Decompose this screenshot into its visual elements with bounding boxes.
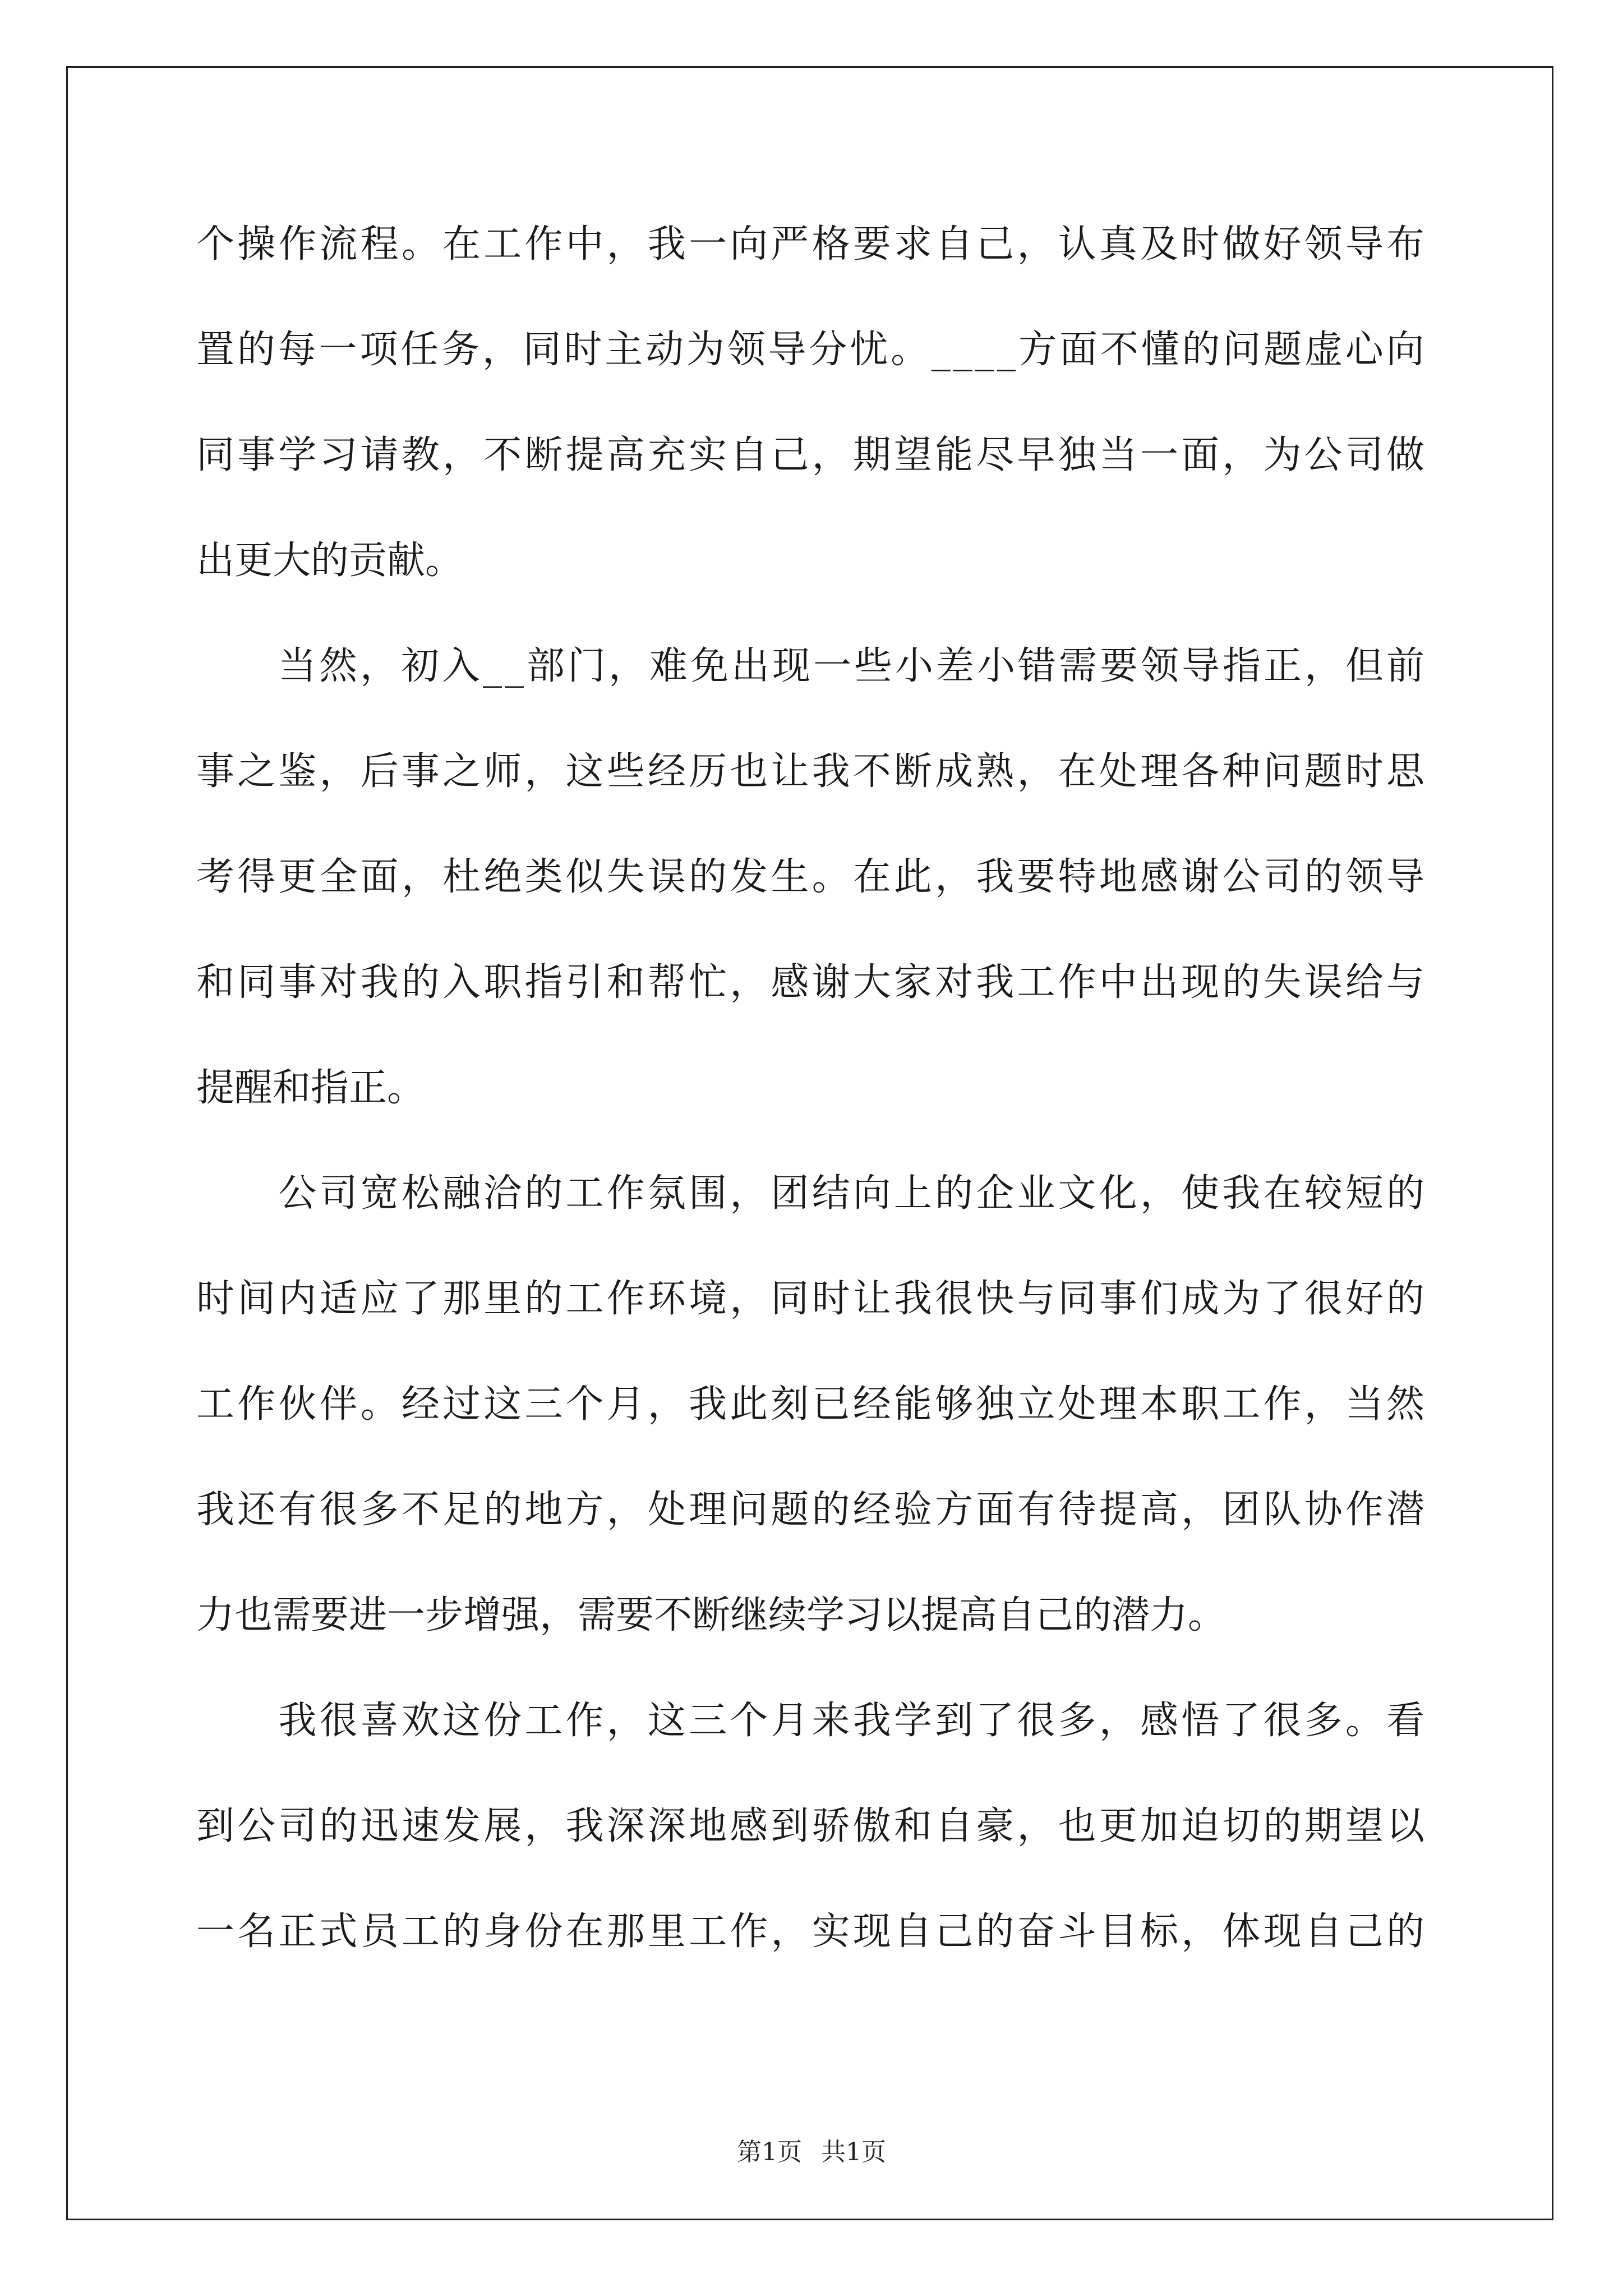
text-line-7: 考 得 更 全 面 ， 杜 绝 类 似 失 误 的 发 生 。 在 此 ， 我 要 特 地 感 谢 公 司 的 领 导: [196, 855, 1424, 899]
text-line-1: 个 操 作 流 程 。 在 工 作 中 ， 我 一 向 严 格 要 求 自 己 ， 认 真 及 时 做 好 领 导 布: [196, 222, 1424, 266]
page-footer: [0, 2132, 1623, 2168]
text-line-5: 当 然 ， 初 入 _ _ 部 门 ， 难 免 出 现 一 些 小 差 小 错 需 要 领 导 指 正 ， 但 前: [278, 644, 1424, 688]
text-line-4: 出更大的贡献。: [196, 539, 464, 583]
text-line-2: 置 的 每 一 项 任 务 ， 同 时 主 动 为 领 导 分 忧 。 _ _ _ _ 方 面 不 懂 的 问 题 虚 心 向: [196, 328, 1424, 372]
text-line-13: 我 还 有 很 多 不 足 的 地 方 ， 处 理 问 题 的 经 验 方 面 有 待 提 高 ， 团 队 协 作 潜: [196, 1488, 1424, 1532]
document-body: [196, 211, 1424, 2004]
text-line-15: 我 很 喜 欢 这 份 工 作 ， 这 三 个 月 来 我 学 到 了 很 多 ， 感 悟 了 很 多 。 看: [278, 1699, 1424, 1743]
text-line-9: 提醒和指正。: [196, 1066, 426, 1110]
page-total: 共1页: [821, 2138, 886, 2166]
text-line-8: 和 同 事 对 我 的 入 职 指 引 和 帮 忙 ， 感 谢 大 家 对 我 工 作 中 出 现 的 失 误 给 与: [196, 960, 1424, 1005]
page-number: 第1页: [737, 2138, 802, 2166]
text-line-11: 时 间 内 适 应 了 那 里 的 工 作 环 境 ， 同 时 让 我 很 快 与 同 事 们 成 为 了 很 好 的: [196, 1277, 1424, 1321]
text-line-10: 公 司 宽 松 融 洽 的 工 作 氛 围 ， 团 结 向 上 的 企 业 文 化 ， 使 我 在 较 短 的: [278, 1171, 1424, 1216]
text-line-6: 事 之 鉴 ， 后 事 之 师 ， 这 些 经 历 也 让 我 不 断 成 熟 ， 在 处 理 各 种 问 题 时 思: [196, 749, 1424, 794]
text-line-3: 同 事 学 习 请 教 ， 不 断 提 高 充 实 自 己 ， 期 望 能 尽 早 独 当 一 面 ， 为 公 司 做: [196, 433, 1424, 477]
text-line-17: 一 名 正 式 员 工 的 身 份 在 那 里 工 作 ， 实 现 自 己 的 奋 斗 目 标 ， 体 现 自 己 的: [196, 1910, 1424, 1954]
text-line-16: 到 公 司 的 迅 速 发 展 ， 我 深 深 地 感 到 骄 傲 和 自 豪 ， 也 更 加 迫 切 的 期 望 以: [196, 1804, 1424, 1848]
text-line-14: 力也需要进一步增强，需要不断继续学习以提高自己的潜力。: [196, 1593, 1227, 1637]
text-line-12: 工 作 伙 伴 。 经 过 这 三 个 月 ， 我 此 刻 已 经 能 够 独 立 处 理 本 职 工 作 ， 当 然: [196, 1382, 1424, 1427]
